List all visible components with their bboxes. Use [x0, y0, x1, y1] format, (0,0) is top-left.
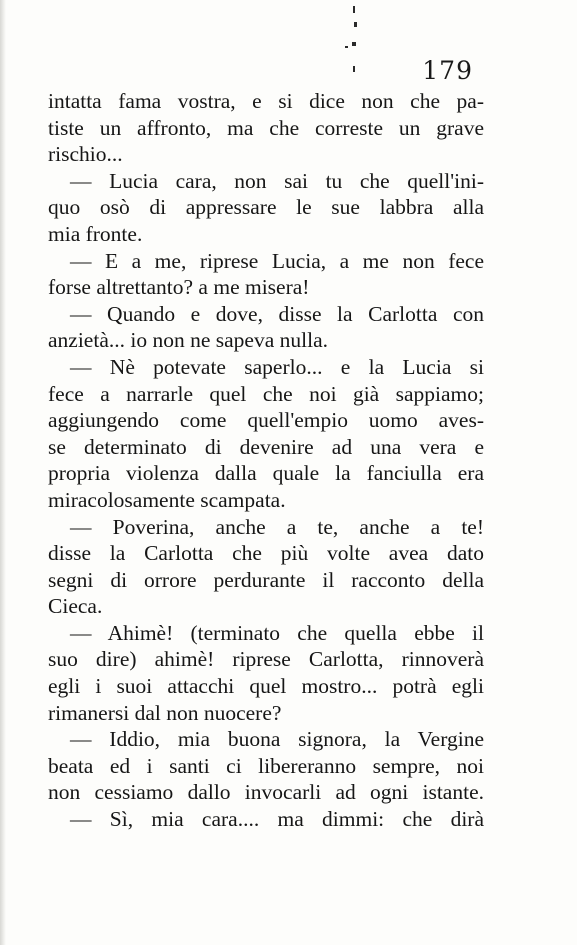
- text-line: — E a me, riprese Lucia, a me non fece: [70, 248, 484, 273]
- text-line: — Quando e dove, disse la Carlotta con: [70, 301, 484, 326]
- text-line: egli i suoi attacchi quel mostro... potrà egli: [48, 674, 484, 699]
- text-line: fece a narrarle quel che noi già sappiamo;: [48, 381, 484, 406]
- text-line: rimanersi dal non nuocere?: [48, 700, 282, 725]
- page-number: 179: [422, 56, 473, 85]
- text-line: segni di orrore perdurante il racconto della: [48, 567, 484, 592]
- print-speck-4: [345, 46, 348, 48]
- text-line: forse altrettanto? a me misera!: [48, 275, 310, 300]
- text-line: beata ed i santi ci libereranno sempre, noi: [48, 753, 484, 778]
- text-line: non cessiamo dallo invocarli ad ogni istante.: [48, 780, 484, 805]
- text-line: se determinato di devenire ad una vera e: [48, 434, 484, 459]
- text-line: — Poverina, anche a te, anche a te!: [70, 514, 484, 539]
- print-speck-5: [353, 66, 355, 72]
- text-line: — Nè potevate saperlo... e la Lucia si: [70, 354, 484, 379]
- text-line: rischio...: [48, 142, 123, 167]
- text-line: quo osò di appressare le sue labbra alla: [48, 195, 484, 220]
- text-line: aggiungendo come quell'empio uomo aves-: [48, 408, 484, 433]
- text-line: propria violenza dalla quale la fanciulla era: [48, 461, 484, 486]
- text-line: — Iddio, mia buona signora, la Vergine: [70, 727, 484, 752]
- text-line: mia fronte.: [48, 221, 143, 246]
- text-line: — Sì, mia cara.... ma dimmi: che dirà: [70, 807, 484, 832]
- text-line: suo dire) ahimè! riprese Carlotta, rinnoverà: [48, 647, 484, 672]
- text-line: — Lucia cara, non sai tu che quell'ini-: [70, 168, 484, 193]
- print-speck-2: [354, 22, 357, 27]
- text-line: disse la Carlotta che più volte avea dato: [48, 541, 484, 566]
- print-speck-3: [352, 42, 356, 46]
- text-line: — Ahimè! (terminato che quella ebbe il: [70, 620, 484, 645]
- page-body-text: [48, 88, 484, 833]
- text-line: anzietà... io non ne sapeva nulla.: [48, 328, 328, 353]
- print-speck-1: [353, 6, 355, 13]
- text-line: miracolosamente scampata.: [48, 487, 286, 512]
- page-binding-shadow: [0, 0, 6, 945]
- text-line: Cieca.: [48, 594, 103, 619]
- text-line: intatta fama vostra, e si dice non che pa-: [48, 89, 484, 113]
- text-line: tiste un affronto, ma che correste un grave: [48, 115, 484, 140]
